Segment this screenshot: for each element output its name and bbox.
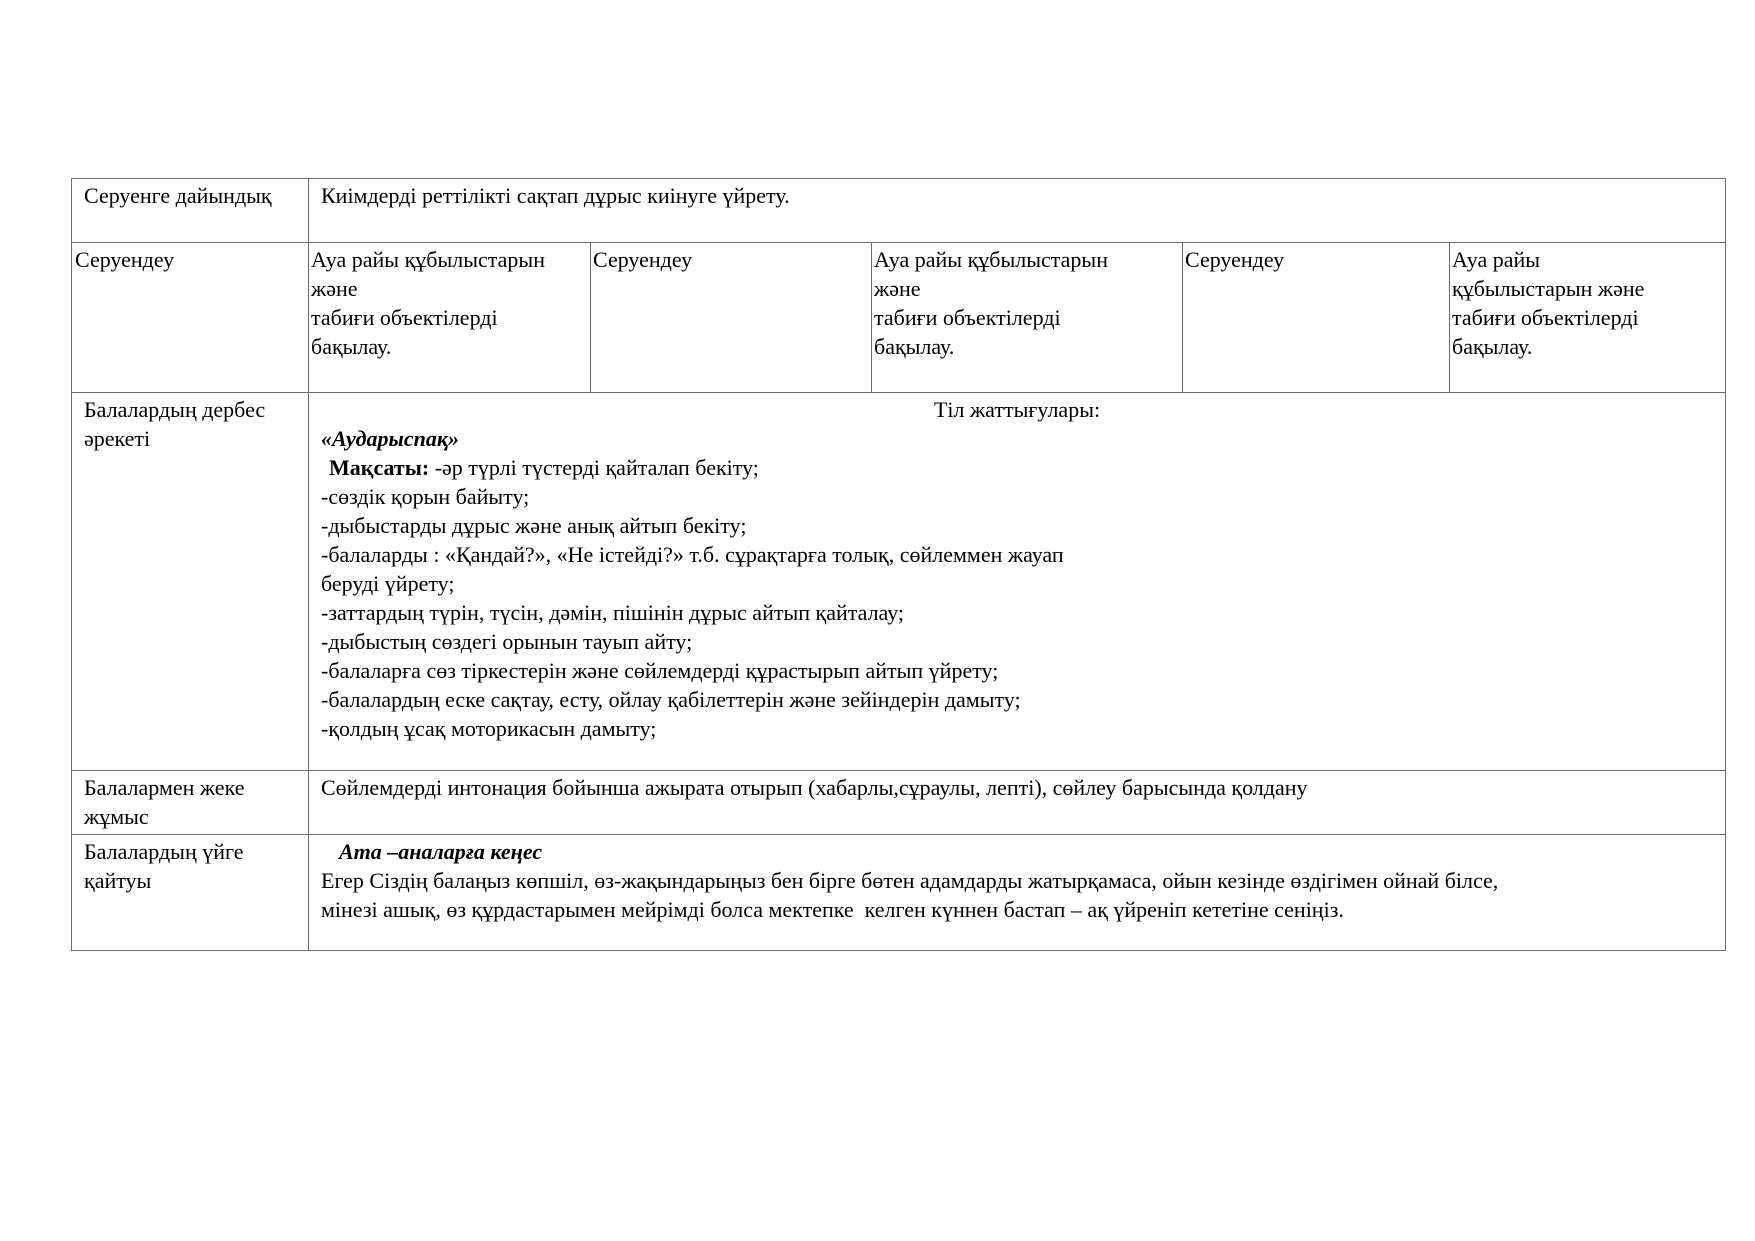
walk-cell-1: Ауа райы құбылыстарын және табиғи объектілерді бақылау. [309,243,591,393]
goal-item: -қолдың ұсақ моторикасын дамыту; [321,716,657,741]
row-label-going-home: Балалардың үйге қайтуы [72,835,309,951]
goal-item: -дыбыстарды дұрыс және анық айтып бекіту; [321,513,747,538]
individual-work-content: Сөйлемдерді интонация бойынша ажырата отырып (хабарлы,сұраулы, лепті), сөйлеу барысында қолдану [309,771,1726,835]
row-label-individual-work: Балалармен жеке жұмыс [72,771,309,835]
parents-advice-text: Егер Сіздің балаңыз көпшіл, өз-жақындарыңыз бен бірге бөтен адамдарды жатырқамаса, ойын кезінде өздігімен ойнай білсе, [321,868,1499,893]
row-individual-work [72,771,1726,835]
row-label-independent-activity: Балалардың дербес әрекеті [72,393,309,771]
row-going-home [72,835,1726,951]
going-home-content [309,835,1726,951]
goal-item: беруді үйрету; [321,571,455,596]
game-title: «Аударыспақ» [321,426,459,451]
parents-advice-title: Ата –аналарға кеңес [339,839,543,864]
parents-advice-text: мінезі ашық, өз құрдастарымен мейрімді болса мектепке келген күннен бастап – ақ үйреніп кететіне сеніңіз. [321,897,1344,922]
goal-item: -дыбыстың сөздегі орынын тауып айту; [321,629,693,654]
goal-label: Мақсаты: [329,455,430,480]
row-walk-preparation [72,179,1726,243]
goal-item: -заттардың түрін, түсін, дәмін, пішінін дұрыс айтып қайталау; [321,600,905,625]
walk-cell-3: Ауа райы құбылыстарын және табиғи объектілерді бақылау. [872,243,1183,393]
goal-item: -балаларды : «Қандай?», «Не істейді?» т.б. сұрақтарға толық, сөйлеммен жауап [321,542,1064,567]
walk-cell-4: Серуендеу [1183,243,1450,393]
row-walk [72,243,1726,393]
walk-preparation-content: Киімдерді реттілікті сақтап дұрыс киінуге үйрету. [309,179,1726,243]
goal-item: -балалардың еске сақтау, есту, ойлау қабілеттерін және зейіндерін дамыту; [321,687,1021,712]
daily-plan-table [71,178,1726,951]
goal-item: -сөздік қорын байыту; [321,484,530,509]
goal-item: -балаларға сөз тіркестерін және сөйлемдерді құрастырып айтып үйрету; [321,658,999,683]
walk-cell-2: Серуендеу [591,243,872,393]
language-exercises-heading: Тіл жаттығулары: [933,397,1101,422]
row-label-walk: Серуендеу [72,243,309,393]
goal-line [321,453,1713,482]
row-label-walk-preparation: Серуенге дайындық [72,179,309,243]
goal-text: -әр түрлі түстерді қайталап бекіту; [429,455,759,480]
independent-activity-content [309,393,1726,771]
walk-cell-5: Ауа райы құбылыстарын және табиғи объектілерді бақылау. [1450,243,1726,393]
row-independent-activity [72,393,1726,771]
